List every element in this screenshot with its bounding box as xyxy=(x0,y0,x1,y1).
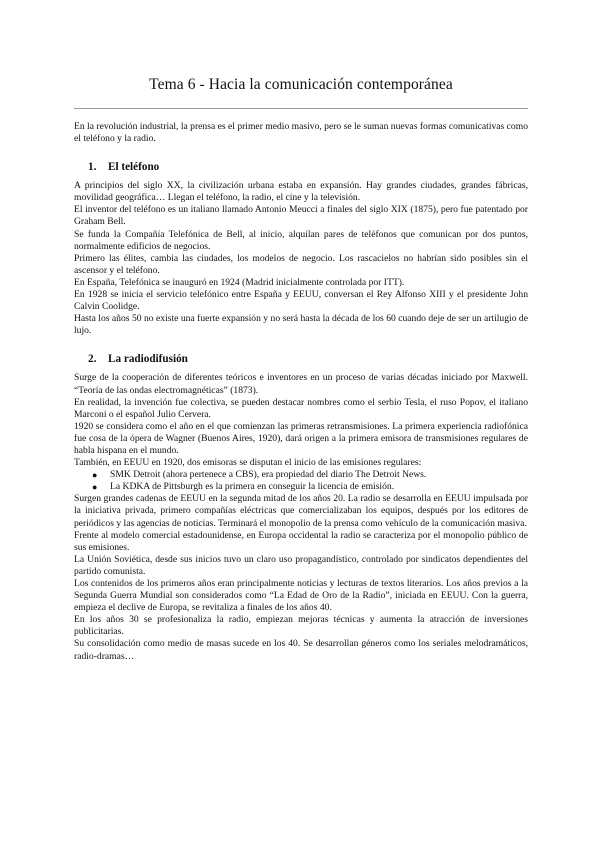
paragraph: Se funda la Compañía Telefónica de Bell, al inicio, alquilan pares de teléfonos que comunican por dos puntos, normalmente edificios de negocios. xyxy=(74,228,528,252)
section-radiodifusion xyxy=(74,353,528,662)
section-title: El teléfono xyxy=(108,161,160,174)
paragraph: También, en EEUU en 1920, dos emisoras se disputan el inicio de las emisiones regulares: xyxy=(74,457,422,469)
section-telefono xyxy=(74,161,528,337)
bullet-icon: ● xyxy=(92,470,98,481)
list-item xyxy=(92,481,528,493)
paragraph: 1920 se considera como el año en el que comienzan las primeras retransmisiones. La primera experiencia radiofónica fue cosa de la ópera de Wagner (Buenos Aires, 1920), dará origen a la primera emisora de transmisiones regulares de habla hispana en el mundo. xyxy=(74,420,528,456)
bullet-icon: ● xyxy=(92,482,98,493)
section-number: 2. xyxy=(88,353,97,366)
paragraph: El inventor del teléfono es un italiano llamado Antonio Meucci a finales del siglo XIX (1875), pero fue patentado por Graham Bell. xyxy=(74,204,528,228)
paragraph: Los contenidos de los primeros años eran principalmente noticias y lecturas de textos literarios. Los años previos a la Segunda Guerra Mundial son considerados como “La Edad de Oro de la Radio”, iniciada en EEUU. Con la guerra, empieza el declive de Europa, se revitaliza a finales de los años 40. xyxy=(74,578,528,614)
paragraph: En los años 30 se profesionaliza la radio, empiezan mejoras técnicas y aumenta la atracción de inversiones publicitarias. xyxy=(74,614,528,638)
paragraph: Surge de la cooperación de diferentes teóricos e inventores en un proceso de varias décadas iniciado por Maxwell. “Teoría de las ondas electromagnéticas” (1873). xyxy=(74,372,528,396)
paragraph: A principios del siglo XX, la civilización urbana estaba en expansión. Hay grandes ciudades, grandes fábricas, movilidad geográfica… Llegan el teléfono, la radio, el cine y la televisión. xyxy=(74,180,528,204)
list-item-text: SMK Detroit (ahora pertenece a CBS), era propiedad del diario The Detroit News. xyxy=(110,469,427,481)
bullet-list xyxy=(74,469,528,493)
section-heading xyxy=(88,353,528,366)
paragraph: Primero las élites, cambia las ciudades, los modelos de negocio. Los rascacielos no habrían sido posibles sin el ascensor y el teléfono. xyxy=(74,252,528,276)
paragraph: En 1928 se inicia el servicio telefónico entre España y EEUU, conversan el Rey Alfonso XIII y el presidente John Calvin Coolidge. xyxy=(74,289,528,313)
section-number: 1. xyxy=(88,161,97,174)
intro-paragraph: En la revolución industrial, la prensa es el primer medio masivo, pero se le suman nuevas formas comunicativas como el teléfono y la radio. xyxy=(74,121,528,145)
paragraph: Su consolidación como medio de masas sucede en los 40. Se desarrollan géneros como los seriales melodramáticos, radio-dramas… xyxy=(74,638,528,662)
list-item xyxy=(92,469,528,481)
title-divider xyxy=(74,108,528,109)
list-item-text: La KDKA de Pittsburgh es la primera en conseguir la licencia de emisión. xyxy=(110,481,395,493)
paragraph: La Unión Soviética, desde sus inicios tuvo un claro uso propagandístico, controlado por sindicatos dependientes del partido comunista. xyxy=(74,553,528,577)
paragraph: En España, Telefónica se inauguró en 1924 (Madrid inicialmente controlada por ITT). xyxy=(74,276,405,288)
section-heading xyxy=(88,161,528,174)
page-title: Tema 6 - Hacia la comunicación contemporánea xyxy=(149,76,453,93)
paragraph: Surgen grandes cadenas de EEUU en la segunda mitad de los años 20. La radio se desarrolla en EEUU impulsada por la iniciativa privada, primero compañías eléctricas que comercializaban los equipos, después por los editores de periódicos y las agencias de noticias. Terminará el monopolio de la prensa como vehículo de la comunicación masiva. xyxy=(74,493,528,529)
paragraph: Hasta los años 50 no existe una fuerte expansión y no será hasta la década de los 60 cuando deje de ser un artilugio de lujo. xyxy=(74,313,528,337)
section-title: La radiodifusión xyxy=(108,353,188,366)
paragraph: Frente al modelo comercial estadounidense, en Europa occidental la radio se caracteriza por el monopolio público de sus emisiones. xyxy=(74,529,528,553)
paragraph: En realidad, la invención fue colectiva, se pueden destacar nombres como el serbio Tesla, el ruso Popov, el italiano Marconi o el español Julio Cervera. xyxy=(74,396,528,420)
